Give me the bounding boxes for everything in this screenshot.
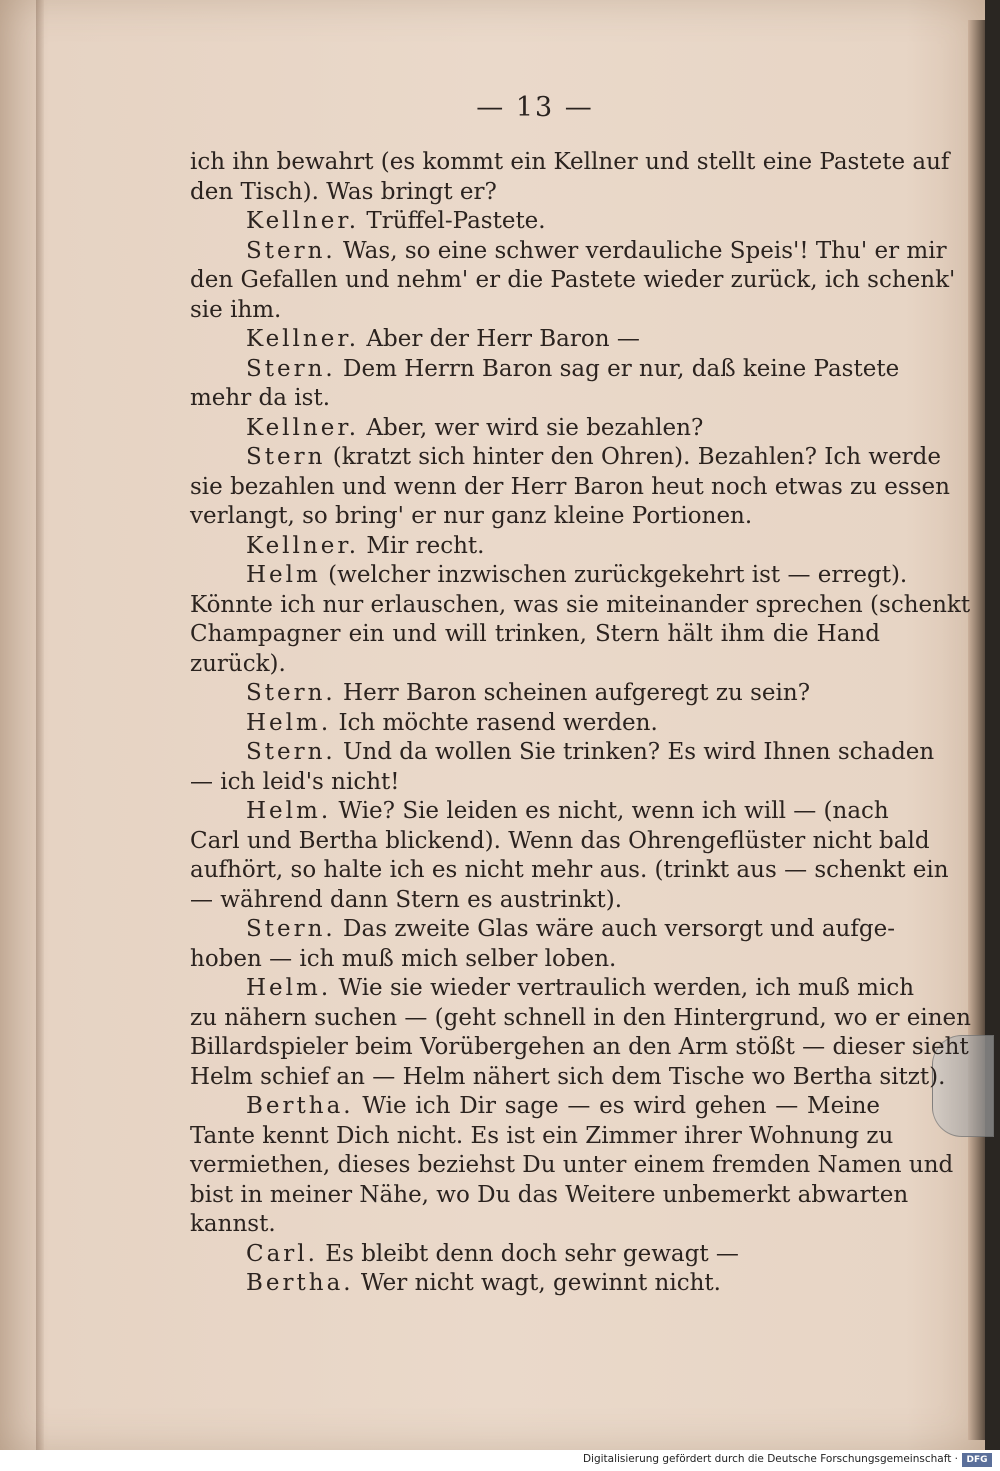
text-line (190, 738, 935, 767)
text-line (190, 532, 880, 561)
line-text: (kratzt sich hinter den Ohren). Bezahlen? Ich werde (325, 444, 942, 470)
text-line (190, 1092, 880, 1121)
speaker-name: Stern. (246, 680, 336, 706)
line-text: Helm schief an — Helm nähert sich dem Tische wo Bertha sitzt). (190, 1063, 946, 1090)
speaker-name: Stern. (246, 739, 336, 765)
page-number: — 13 — (476, 92, 594, 123)
text-line (190, 1004, 971, 1033)
line-text: — ich leid's nicht! (190, 768, 400, 795)
text-line (190, 1240, 880, 1269)
text-line (190, 207, 880, 236)
speaker-name: Stern. (246, 355, 336, 382)
line-text: sie bezahlen und wenn der Herr Baron heut noch etwas zu essen (190, 473, 950, 500)
text-line (190, 502, 880, 531)
text-line (190, 178, 880, 207)
line-text: zurück). (190, 650, 286, 677)
text-line (190, 915, 895, 944)
text-line (190, 650, 880, 679)
text-line (190, 148, 950, 177)
text-line (190, 591, 971, 620)
line-text: Es bleibt denn doch sehr gewagt — (317, 1240, 739, 1267)
footer-credit: Digitalisierung gefördert durch die Deutsche Forschungsgemeinschaft · (582, 1453, 958, 1465)
line-text: Tante kennt Dich nicht. Es ist ein Zimmer ihrer Wohnung zu (190, 1122, 894, 1149)
speaker-name: Helm. (246, 709, 332, 736)
text-line (190, 974, 915, 1003)
text-line (190, 1181, 909, 1210)
text-line (190, 355, 900, 384)
text-line (190, 561, 908, 590)
speaker-name: Bertha. (246, 1093, 354, 1119)
text-line (190, 414, 880, 443)
line-text: Herr Baron scheinen aufgeregt zu sein? (335, 680, 811, 706)
line-text: hoben — ich muß mich selber loben. (190, 945, 617, 972)
line-text: (welcher inzwischen zurückgekehrt ist — erregt). (320, 562, 908, 588)
line-text: Carl und Bertha blickend). Wenn das Ohrengeflüster nicht bald (190, 827, 930, 854)
text-line (190, 1269, 880, 1298)
line-text: Ich möchte rasend werden. (331, 709, 658, 736)
line-text: Was, so eine schwer verdauliche Speis'! Thu' er mir (335, 237, 947, 264)
line-text: Wie? Sie leiden es nicht, wenn ich will — (nach (331, 798, 889, 824)
text-line (190, 679, 880, 708)
speaker-name: Bertha. (246, 1270, 354, 1296)
page-edge (968, 20, 985, 1440)
speaker-name: Helm. (246, 798, 332, 824)
speaker-name: Carl. (246, 1240, 318, 1267)
line-text: Trüffel-Pastete. (359, 208, 546, 234)
line-text: Wer nicht wagt, gewinnt nicht. (353, 1270, 721, 1296)
line-text: Wie ich Dir sage — es wird gehen — Meine (353, 1093, 880, 1119)
line-text: den Gefallen und nehm' er die Pastete wieder zurück, ich schenk' (190, 267, 956, 293)
text-block (190, 148, 971, 1299)
line-text: Und da wollen Sie trinken? Es wird Ihnen schaden (335, 739, 935, 765)
line-text: ich ihn bewahrt (es kommt ein Kellner und stellt eine Pastete auf (190, 149, 950, 175)
text-line (190, 1210, 880, 1239)
speaker-name: Kellner. (246, 532, 360, 559)
line-text: Aber, wer wird sie bezahlen? (359, 414, 704, 441)
text-line (190, 1122, 894, 1151)
text-line (190, 384, 880, 413)
line-text: sie ihm. (190, 296, 282, 323)
text-line (190, 886, 880, 915)
text-line (190, 827, 930, 856)
line-text: Das zweite Glas wäre auch versorgt und aufge- (335, 916, 895, 942)
line-text: kannst. (190, 1211, 276, 1237)
text-line (190, 856, 949, 885)
line-text: Dem Herrn Baron sag er nur, daß keine Pastete (335, 355, 900, 382)
line-text: Könnte ich nur erlauschen, was sie miteinander sprechen (schenkt (190, 591, 971, 618)
speaker-name: Stern (246, 444, 326, 470)
text-line (190, 1033, 969, 1062)
text-line (190, 797, 889, 826)
speaker-name: Kellner. (246, 326, 360, 352)
text-line (190, 1063, 946, 1092)
text-line (190, 709, 880, 738)
text-line (190, 945, 880, 974)
speaker-name: Kellner. (246, 208, 360, 234)
text-line (190, 443, 942, 472)
text-line (190, 266, 956, 295)
line-text: Mir recht. (359, 532, 485, 559)
footer-bar (0, 1450, 1000, 1471)
line-text: vermiethen, dieses beziehst Du unter einem fremden Namen und (190, 1152, 954, 1178)
text-line (190, 325, 880, 354)
dfg-logo-icon: DFG (962, 1453, 992, 1467)
text-line (190, 296, 880, 325)
line-text: den Tisch). Was bringt er? (190, 178, 497, 205)
text-line (190, 768, 880, 797)
speaker-name: Helm. (246, 975, 332, 1001)
text-line (190, 473, 950, 502)
line-text: Champagner ein und will trinken, Stern hält ihm die Hand (190, 621, 880, 647)
text-line (190, 620, 880, 649)
line-text: Billardspieler beim Vorübergehen an den Arm stößt — dieser sieht (190, 1034, 969, 1060)
line-text: Aber der Herr Baron — (359, 326, 640, 352)
line-text: aufhört, so halte ich es nicht mehr aus. (trinkt aus — schenkt ein (190, 857, 949, 883)
speaker-name: Helm (246, 562, 321, 588)
line-text: mehr da ist. (190, 385, 330, 411)
line-text: zu nähern suchen — (geht schnell in den Hintergrund, wo er einen (190, 1004, 971, 1031)
line-text: verlangt, so bring' er nur ganz kleine Portionen. (190, 503, 753, 529)
line-text: — während dann Stern es austrinkt). (190, 886, 623, 913)
speaker-name: Stern. (246, 237, 336, 264)
line-text: bist in meiner Nähe, wo Du das Weitere unbemerkt abwarten (190, 1181, 909, 1208)
text-line (190, 237, 947, 266)
page-gutter (36, 0, 44, 1450)
text-line (190, 1151, 954, 1180)
speaker-name: Kellner. (246, 414, 360, 441)
line-text: Wie sie wieder vertraulich werden, ich muß mich (331, 975, 915, 1001)
speaker-name: Stern. (246, 916, 336, 942)
